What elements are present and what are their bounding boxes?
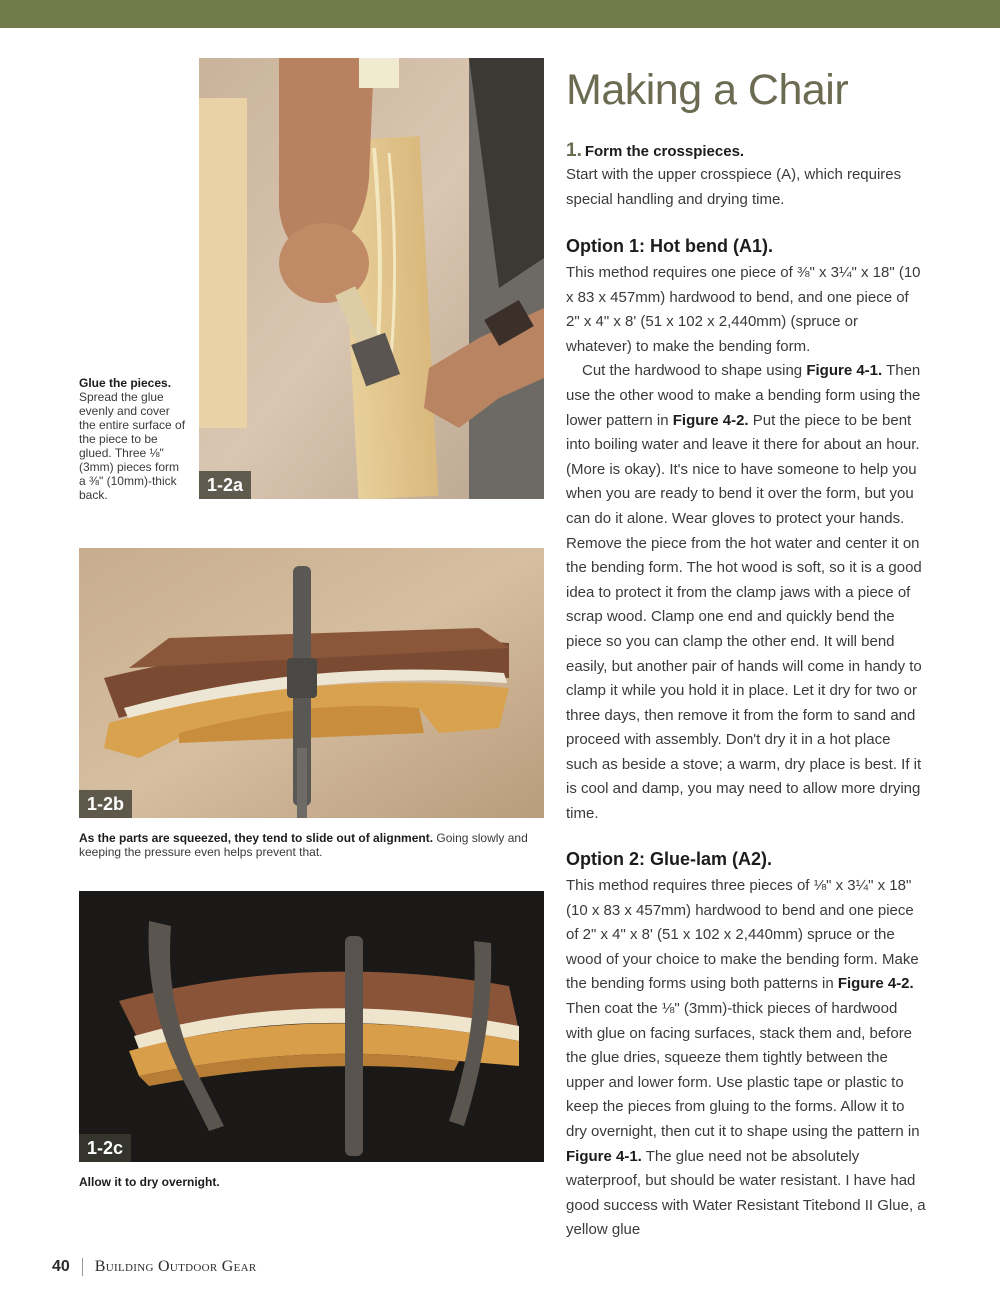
option1-paragraph-2 (566, 359, 926, 826)
caption-dry-overnight: Allow it to dry overnight. (79, 1175, 220, 1189)
text-run: Then coat the ⅛" (3mm)-thick pieces of hardwood with glue on facing surfaces, stack them and, before the glue dries, squeeze them tightly between the upper and lower form. Use plastic tape or plastic to keep the pieces from gluing to the forms. Allow it to dry overnight, then cut it to shape using the pattern in (566, 999, 920, 1140)
figure-ref: Figure 4-2. (672, 411, 749, 429)
step-intro (566, 163, 926, 212)
photo-clamped-form (79, 548, 544, 818)
step-number: 1. (566, 140, 582, 161)
photo-tag: 1-2a (199, 471, 251, 499)
figure-ref: Figure 4-1. (566, 1147, 642, 1165)
photo-tag: 1-2c (79, 1134, 131, 1162)
intro-paragraph: Start with the upper crosspiece (A), which requires special handling and drying time. (566, 166, 902, 208)
step-title: Form the crosspieces. (584, 143, 745, 160)
option1-body (566, 261, 926, 827)
step-heading (566, 140, 744, 162)
book-title: Building Outdoor Gear (94, 1258, 257, 1275)
option1-paragraph-1: This method requires one piece of ⅜" x 3¼" x 18" (10 x 83 x 457mm) hardwood to bend, and one piece of 2" x 4" x 8' (51 x 102 x 2,440mm) (spruce or whatever) to make the bending form. (566, 264, 921, 355)
page-footer (52, 1258, 257, 1276)
footer-divider (82, 1258, 83, 1276)
option2-paragraph (566, 874, 926, 1243)
text-run: Put the piece to be bent into boiling water and leave it there for about an hour. (More is okay). It's nice to have someone to help you when you are ready to bend it over the form, but you can do it alone. Wear gloves to protect your hands. Remove the piece from the hot water and center it on the bending form. The hot wood is soft, so it is a good idea to protect it from the clamp jaws with a piece of scrap wood. Clamp one end and quickly bend the piece so you can clamp the other end. It will bend easily, but another pair of hands will come in handy to clamp it while you hold it in place. Let it dry for two or three days, then remove it from the form to sand and proceed with assembly. Don't dry it in a hot place such as beside a stove; a warm, dry place is best. If it is cool and damp, you may need to allow more drying time. (566, 411, 922, 823)
photo-tag: 1-2b (79, 790, 132, 818)
option1-heading: Option 1: Hot bend (A1). (566, 236, 773, 256)
caption-body: Going slowly and keeping the pressure even helps prevent that. (79, 831, 528, 859)
text-run: The glue need not be absolutely waterproof, but should be water resistant. I have had good success with Water Resistant Titebond II Glue, a yellow glue (566, 1147, 926, 1239)
caption-bold: As the parts are squeezed, they tend to slide out of alignment. (79, 831, 434, 845)
page-title: Making a Chair (566, 66, 849, 114)
figure-ref: Figure 4-1. (806, 362, 883, 380)
photo-gluing-pieces (199, 58, 544, 499)
text-run: Then use the other wood to make a bending form using the lower pattern in (566, 362, 921, 429)
caption-alignment (79, 831, 529, 859)
figure-ref: Figure 4-2. (837, 975, 914, 993)
page-number: 40 (52, 1258, 70, 1275)
option2-body (566, 874, 926, 1243)
text-run: This method requires three pieces of ⅛" x 3¼" x 18" (10 x 83 x 457mm) hardwood to bend and one piece of 2" x 4" x 8' (51 x 102 x 2,440mm) spruce or the wood of your choice to make the bending form. Make the bending forms using both patterns in (566, 877, 919, 993)
caption-body: Spread the glue evenly and cover the entire surface of the piece to be glued. Three ⅛" (3mm) pieces form a ⅜" (10mm)-thick back. (79, 390, 186, 502)
caption-title: Glue the pieces. (79, 376, 172, 390)
top-color-bar (0, 0, 1000, 28)
photo-drying-overnight (79, 891, 544, 1162)
text-run: Cut the hardwood to shape using (582, 362, 807, 380)
option2-heading: Option 2: Glue-lam (A2). (566, 849, 773, 869)
caption-glue-pieces (79, 376, 187, 502)
